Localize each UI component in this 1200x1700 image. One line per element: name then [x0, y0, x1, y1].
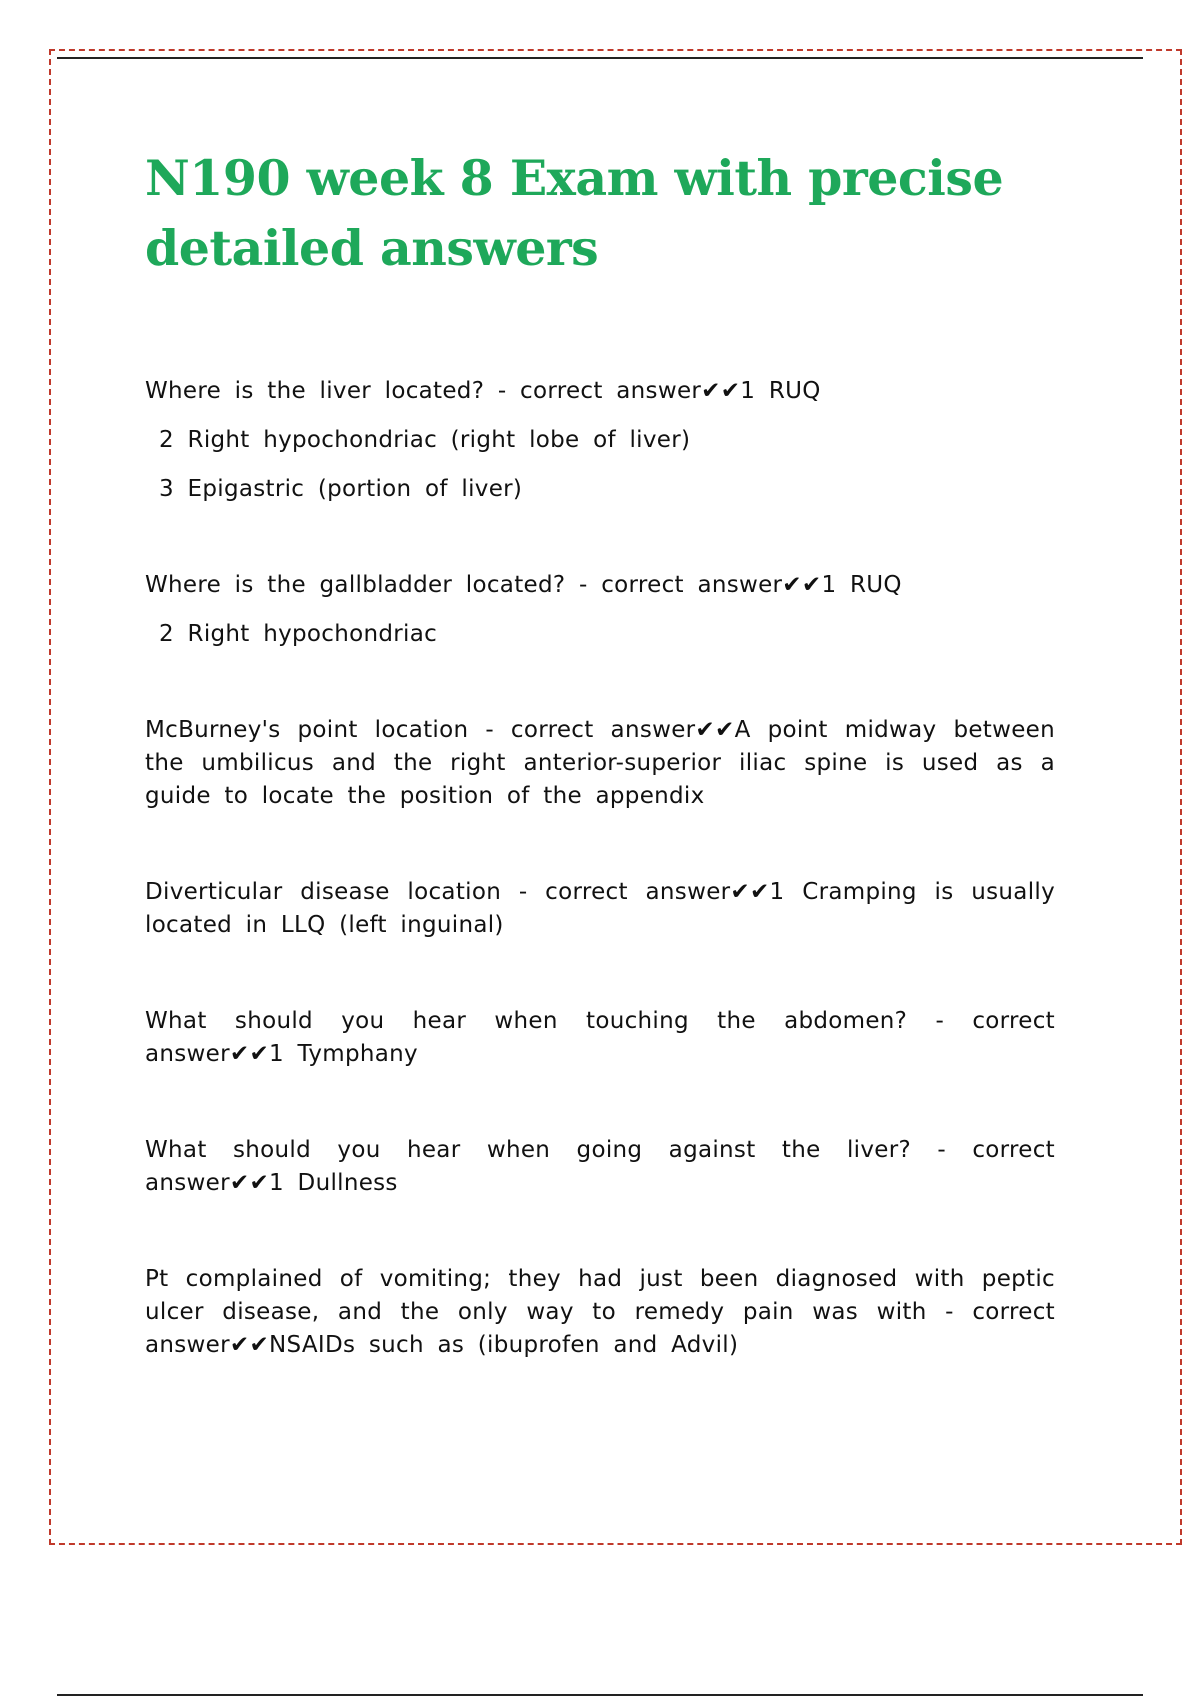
qa-subline: 2 Right hypochondriac: [159, 621, 438, 647]
qa-text: Pt complained of vomiting; they had just been diagnosed with peptic ulcer disease, and the only way to remedy pain was with - correct answer✔✔NSAIDs such as (ibuprofen and Advil): [145, 1266, 1055, 1358]
qa-text: McBurney's point location - correct answer✔✔A point midway between the umbilicus and the right anterior-superior iliac spine is used as a guide to locate the position of the appendix: [145, 717, 1055, 809]
qa-item: [145, 375, 1055, 506]
qa-item: [145, 876, 1055, 942]
qa-item: [145, 1134, 1055, 1200]
bottom-rule: [57, 1694, 1143, 1696]
qa-item: [145, 714, 1055, 813]
qa-text: Diverticular disease location - correct answer✔✔1 Cramping is usually located in LLQ (left inguinal): [145, 879, 1055, 938]
qa-subline: 2 Right hypochondriac (right lobe of liver): [159, 427, 691, 453]
top-rule: [57, 57, 1143, 59]
qa-item: [145, 1263, 1055, 1362]
qa-text: Where is the liver located? - correct answer✔✔1 RUQ: [145, 378, 821, 404]
document-title: N190 week 8 Exam with precise detailed answers: [145, 149, 1004, 277]
qa-subline: 3 Epigastric (portion of liver): [159, 476, 523, 502]
qa-text: Where is the gallbladder located? - correct answer✔✔1 RUQ: [145, 572, 902, 598]
qa-text: What should you hear when touching the abdomen? - correct answer✔✔1 Tymphany: [145, 1008, 1055, 1067]
qa-text: What should you hear when going against the liver? - correct answer✔✔1 Dullness: [145, 1137, 1055, 1196]
qa-item: [145, 1005, 1055, 1071]
qa-list: [145, 375, 1055, 1425]
qa-item: [145, 569, 1055, 651]
